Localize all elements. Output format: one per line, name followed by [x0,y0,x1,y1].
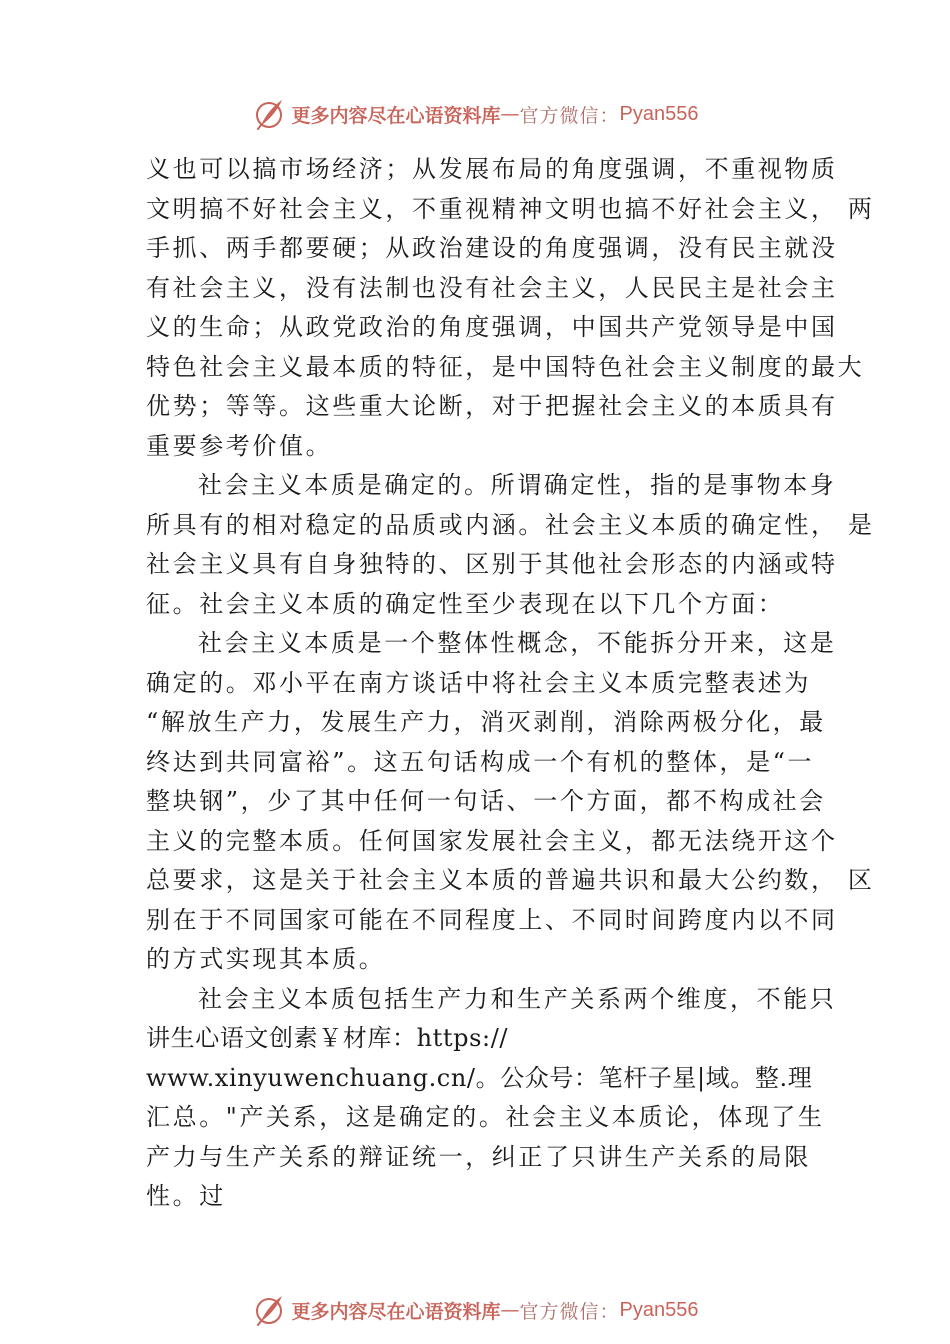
document-body [146,150,875,1217]
text-line: 手抓、两手都要硬；从政治建设的角度强调，没有民主就没 [146,234,838,262]
text-line: 别在于不同国家可能在不同程度上、不同时间跨度内以不同 [146,905,838,934]
text-line: 的方式实现其本质。 [146,945,386,973]
text-line: 产力与生产关系的辩证统一，纠正了只讲生产关系的局限 [146,1142,811,1171]
text-line: 终达到共同富裕”。这五句话构成一个有机的整体，是“一 [146,747,815,776]
text-line: 汇总。"产关系，这是确定的。社会主义本质论，体现了生 [146,1103,825,1131]
header-separator: — [500,103,520,125]
text-line: 社会主义具有自身独特的、区别于其他社会形态的内涵或特 [146,550,838,578]
quill-logo-icon [252,97,286,131]
header-banner [0,94,950,134]
header-main-text: 更多内容尽在心语资料库 [291,104,501,127]
quill-logo-icon [252,1293,286,1327]
text-line: 优势；等等。这些重大论断，对于把握社会主义的本质具有 [146,392,838,420]
header-official-text: 官方微信： [519,104,620,127]
text-line: 特色社会主义最本质的特征，是中国特色社会主义制度的最大 [146,352,865,381]
watermark-text-line: 讲生心语文创素￥材库：https:// [146,1024,509,1052]
text-line: 义也可以搞市场经济；从发展布局的角度强调，不重视物质 [146,155,838,183]
footer-wechat-id: Pyan556 [619,1298,699,1321]
text-line: 义的生命；从政党政治的角度强调，中国共产党领导是中国 [146,313,838,341]
text-line: 总要求，这是关于社会主义本质的普遍共识和最大公约数， 区 [146,866,875,894]
header-wechat-id: Pyan556 [619,102,699,125]
text-line: “解放生产力，发展生产力，消灭剥削，消除两极分化，最 [146,708,826,736]
text-line: 文明搞不好社会主义，不重视精神文明也搞不好社会主义， 两 [146,194,875,223]
text-line: 确定的。邓小平在南方谈话中将社会主义本质完整表述为 [146,668,811,697]
text-line: 重要参考价值。 [146,431,333,460]
text-line: 征。社会主义本质的确定性至少表现在以下几个方面： [146,589,785,618]
text-line: 性。过 [146,1182,226,1210]
watermark-text-line: www.xinyuwenchuang.cn/。公众号：笔杆子星|域。整.理 [146,1063,813,1092]
text-line: 整块钢”，少了其中任何一句话、一个方面，都不构成社会 [146,787,826,815]
paragraph-start-line: 社会主义本质包括生产力和生产关系两个维度，不能只 [198,984,837,1013]
footer-banner [0,1290,950,1330]
footer-main-text: 更多内容尽在心语资料库 [291,1300,501,1323]
paragraph-start-line: 社会主义本质是确定的。所谓确定性，指的是事物本身 [198,471,837,499]
paragraph-start-line: 社会主义本质是一个整体性概念，不能拆分开来，这是 [198,629,837,657]
text-line: 所具有的相对稳定的品质或内涵。社会主义本质的确定性， 是 [146,510,875,539]
footer-official-text: 官方微信： [519,1300,620,1323]
footer-separator: — [500,1299,520,1321]
text-line: 有社会主义，没有法制也没有社会主义，人民民主是社会主 [146,273,838,302]
text-line: 主义的完整本质。任何国家发展社会主义，都无法绕开这个 [146,826,838,855]
